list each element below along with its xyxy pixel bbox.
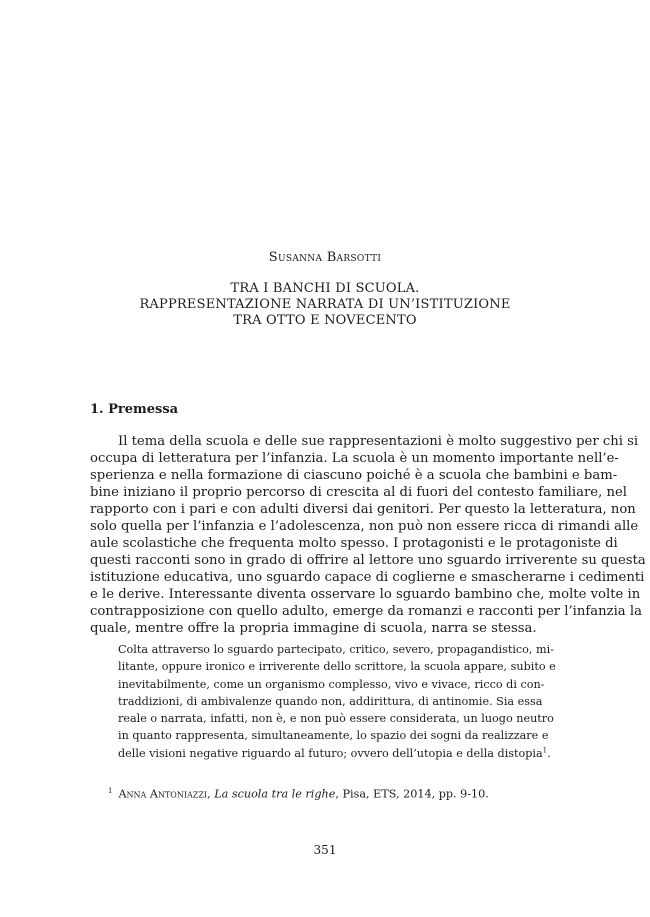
paragraph-line: sperienza e nella formazione di ciascuno poiché è a scuola che bambini e bam- [90, 468, 618, 483]
quote-line-last: delle visioni negative riguardo al futuro; ovvero dell’utopia e della distopia$^1$. [118, 746, 551, 760]
title-line-3: TRA OTTO E NOVECENTO [233, 313, 417, 328]
paragraph-line: occupa di letteratura per l’infanzia. La scuola è un momento importante nell’e- [90, 451, 619, 466]
page-number: 351 [313, 843, 337, 857]
paragraph-line: istituzione educativa, uno sguardo capace di coglierne e smascherarne i cedimenti [90, 570, 645, 585]
footnote-reference[interactable]: 1 [542, 746, 548, 755]
section-heading: 1. Premessa [90, 402, 179, 417]
block-quote [118, 641, 556, 762]
paragraph-line: solo quella per l’infanzia e l’adolescenza, non può non essere ricca di rimandi alle [90, 519, 639, 534]
paragraph-line: quale, mentre offre la propria immagine di scuola, narra se stessa. [90, 621, 537, 636]
paragraph-line: rapporto con i pari e con adulti diversi dai genitori. Per questo la letteratura, non [90, 502, 636, 517]
chapter-title [0, 281, 650, 329]
quote-line: delle visioni negative riguardo al futuro; ovvero dell’utopia e della distopia [118, 746, 543, 760]
quote-line: litante, oppure ironico e irriverente dello scrittore, la scuola appare, subito e [118, 660, 556, 674]
quote-line: reale o narrata, infatti, non è, e non può essere considerata, un luogo neutro [118, 712, 554, 726]
body-paragraph [90, 433, 646, 637]
paragraph-line: e le derive. Interessante diventa osservare lo sguardo bambino che, molte volte in [90, 587, 641, 602]
paragraph-line: aule scolastiche che frequenta molto spesso. I protagonisti e le protagoniste di [90, 536, 618, 551]
footnote-separator: , [207, 787, 215, 801]
paragraph-line: contrapposizione con quello adulto, emerge da romanzi e racconti per l’infanzia la [90, 604, 642, 619]
author-name: Susanna Barsotti [268, 250, 382, 265]
paragraph-line: questi racconti sono in grado di offrire al lettore uno sguardo irriverente su questa [90, 553, 646, 568]
paragraph-line: bine iniziano il proprio percorso di crescita al di fuori del contesto familiare, nel [90, 485, 627, 500]
footnote-work-title: La scuola tra le righe [214, 787, 336, 801]
footnote-publication: , Pisa, ETS, 2014, pp. 9-10. [335, 787, 489, 801]
quote-line: traddizioni, di ambivalenze quando non, addirittura, di antinomie. Sia essa [118, 694, 543, 708]
footnote-author: Anna Antoniazzi [118, 787, 208, 801]
quote-line: inevitabilmente, come un organismo complesso, vivo e vivace, ricco di con- [118, 677, 545, 691]
quote-line: in quanto rappresenta, simultaneamente, lo spazio dei sogni da realizzare e [118, 729, 549, 743]
paragraph-line: Il tema della scuola e delle sue rappresentazioni è molto suggestivo per chi si [118, 434, 639, 449]
footnote-mark: 1 [108, 787, 113, 795]
quote-line: Colta attraverso lo sguardo partecipato, critico, severo, propagandistico, mi- [118, 643, 554, 656]
footnote [108, 787, 489, 801]
title-line-2: RAPPRESENTAZIONE NARRATA DI UN’ISTITUZIONE [139, 297, 511, 312]
title-line-1: TRA I BANCHI DI SCUOLA. [230, 281, 420, 296]
